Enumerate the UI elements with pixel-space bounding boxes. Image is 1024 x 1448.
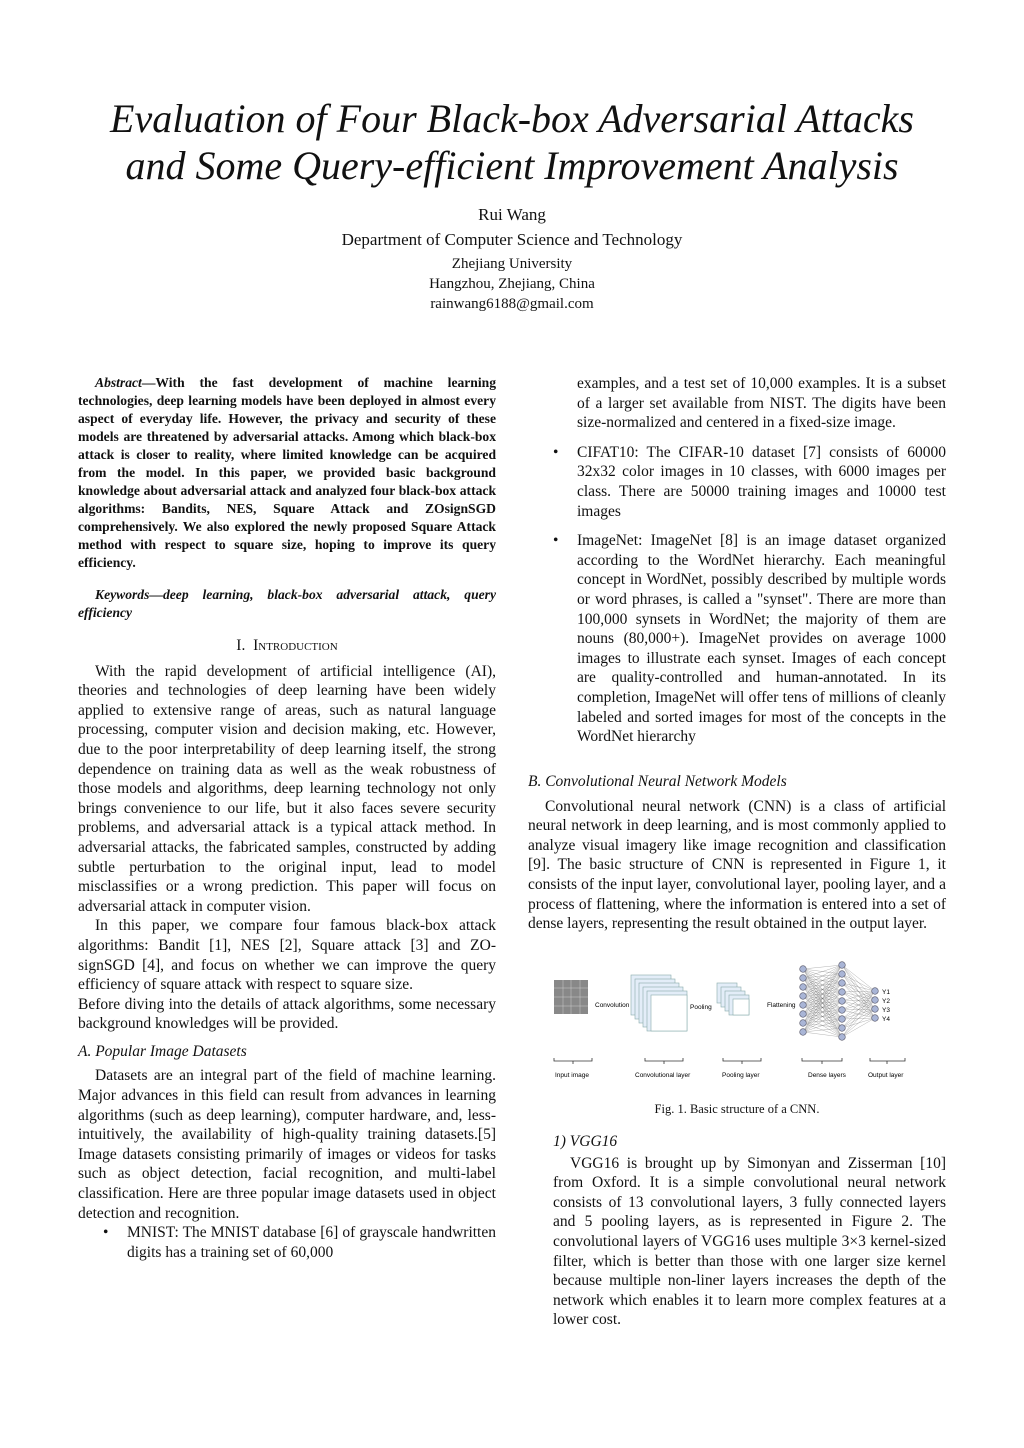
neuron-node: [872, 997, 879, 1004]
cnn-paragraph: Convolutional neural network (CNN) is a class of artificial neural network in deep learning, and is most commonly applied to analyze visual imagery like image recognition and classification [9]. The basic structure of CNN is represented in Figure 1, it consists of the input layer, convolutional layer, pooling layer, and a process of flattening, where the information is entered into a set of dense layers, representing the result obtained in the output layer.: [528, 797, 946, 933]
subsubsection-heading-vgg16: 1) VGG16: [553, 1133, 618, 1150]
neuron-node: [872, 1015, 879, 1022]
neuron-node: [800, 984, 807, 991]
conv-layer-stack: [631, 975, 687, 1031]
subsection-heading-cnn: B. Convolutional Neural Network Models: [528, 773, 787, 790]
bullet-imagenet: [553, 531, 946, 747]
neuron-node: [839, 1007, 846, 1014]
neuron-node: [839, 971, 846, 978]
title-line-1: Evaluation of Four Black-box Adversarial Attacks: [110, 96, 914, 141]
right-column-cnn: [528, 764, 946, 934]
neuron-node: [839, 998, 846, 1005]
abstract: [78, 374, 496, 572]
pool-layer-stack: [717, 983, 749, 1015]
neuron-node: [800, 966, 807, 973]
output-y1: Y1: [882, 989, 890, 996]
bullet-icon: •: [553, 443, 559, 461]
label-flattening: Flattening: [767, 1002, 796, 1009]
datasets-paragraph: Datasets are an integral part of the field of machine learning. Major advances in this field can result from advances in learning algorithms (such as deep learning), computer hardware, and, less-intuitively, the availability of high-quality training datasets.[5] Image datasets consisting primarily of images or videos for tasks such as object detection, facial recognition, and multi-label classification. Here are three popular image datasets used in object detection and recognition.: [78, 1067, 496, 1222]
label-convolution: Convolution: [595, 1002, 630, 1009]
section-title: Introduction: [253, 637, 338, 654]
neuron-node: [800, 993, 807, 1000]
title-line-2: and Some Query-efficient Improvement Analysis: [125, 143, 899, 188]
neuron-node: [800, 1020, 807, 1027]
label-convolutional-layer: Convolutional layer: [635, 1072, 691, 1079]
label-pooling-layer: Pooling layer: [722, 1072, 760, 1079]
neuron-node: [800, 1029, 807, 1036]
right-column-vgg: [553, 1132, 946, 1330]
output-y3: Y3: [882, 1007, 890, 1014]
keywords: [78, 586, 496, 622]
neuron-node: [872, 1006, 879, 1013]
bullet-cifar10: [553, 443, 946, 521]
neuron-node: [839, 1025, 846, 1032]
author-location: Hangzhou, Zhejiang, China: [429, 276, 595, 292]
bullet-text: CIFAT10: The CIFAR-10 dataset [7] consists of 60000 32x32 color images in 10 classes, with 6000 images per class. There are 50000 training images and 10000 test images: [577, 443, 946, 520]
author-name: Rui Wang: [478, 205, 546, 224]
subsection-heading-datasets: A. Popular Image Datasets: [78, 1042, 247, 1060]
keywords-label: Keywords: [95, 587, 150, 602]
neuron-node: [872, 988, 879, 995]
neuron-node: [800, 1011, 807, 1018]
neuron-node: [839, 962, 846, 969]
bullet-text: ImageNet: ImageNet [8] is an image dataset organized according to the WordNet hierarchy. Each meaningful concept in WordNet, possibly described by multiple words or word phrases, is called a "synset". There are more than 100,000 synsets in WordNet; the majority of them are nouns (80,000+). ImageNet provides on average 1000 images to illustrate each synset. Images of each concept are quality-controlled and human-annotated. In its completion, ImageNet will offer tens of millions of cleanly labeled and sorted images for most of the concepts in the WordNet hierarchy: [577, 532, 946, 746]
vgg16-paragraph: VGG16 is brought up by Simonyan and Zisserman [10] from Oxford. It is a simple convolutional neural network consists of 13 convolutional layers, 3 fully connected layers and 5 pooling layers, as is represented in Figure 2. The convolutional layers of VGG16 uses multiple 3×3 kernel-sized filter, which is better than those with one larger size kernel because multiple non-liner layers increases the depth of the network which enables it to learn more complex features at a lower cost.: [553, 1154, 946, 1329]
label-pooling: Pooling: [690, 1004, 712, 1011]
author-department: Department of Computer Science and Technology: [341, 230, 683, 249]
neuron-node: [839, 980, 846, 987]
intro-paragraph-1: With the rapid development of artificial intelligence (AI), theories and technologies of deep learning have been widely applied to extensive range of areas, such as natural language processing, computer vision and decision making, etc. However, due to the poor interpretability of deep learning itself, the strong dependence on training data as well as the weak robustness of those models and algorithms, deep learning technology not only brings convenience to our life, but it also faces severe security problems, and adversarial attack is a typical attack method. In adversarial attacks, the fabricated samples, constructed by adding subtle perturbation to the original input, lead to model misclassifies or a wrong prediction. This paper will focus on adversarial attack in computer vision.: [78, 662, 496, 915]
cnn-figure: [545, 955, 920, 1085]
bullet-mnist: [78, 1223, 496, 1262]
output-y4: Y4: [882, 1016, 890, 1023]
neuron-node: [839, 1016, 846, 1023]
abstract-label: Abstract: [95, 375, 142, 390]
section-heading-introduction: [78, 636, 496, 656]
neuron-node: [800, 1002, 807, 1009]
label-output-layer: Output layer: [868, 1072, 904, 1079]
intro-paragraph-3: Before diving into the details of attack algorithms, some necessary background knowledges will be provided.: [78, 995, 496, 1033]
paper-title: [0, 95, 1024, 189]
bullet-text: MNIST: The MNIST database [6] of grayscale handwritten digits has a training set of 60,000: [127, 1224, 496, 1261]
dense-network: [800, 962, 879, 1041]
author-university: Zhejiang University: [451, 256, 573, 272]
neuron-node: [800, 975, 807, 982]
neuron-node: [839, 989, 846, 996]
output-y2: Y2: [882, 998, 890, 1005]
bullet-icon: •: [553, 532, 559, 550]
author-email: rainwang6188@gmail.com: [430, 296, 594, 312]
section-number: I.: [236, 637, 246, 654]
intro-paragraph-2: In this paper, we compare four famous black-box attack algorithms: Bandit [1], NES [2], Square attack [3] and ZO-signSGD [4], and focus on whether we can improve the query efficiency of square attack with respect to square size.: [78, 917, 496, 994]
left-column: [78, 374, 496, 1262]
abstract-text: —With the fast development of machine learning technologies, deep learning models have been deployed in almost every aspect of everyday life. However, the privacy and security of these models are threatened by adversarial attacks. Among which black-box attack is closer to reality, where limited knowledge can be acquired from the model. In this paper, we provided basic background knowledge about adversarial attack and analyzed four black-box attack algorithms: Bandits, NES, Square Attack and ZOsignSGD comprehensively. We also explored the newly proposed Square Attack method with respect to square size, hoping to improve its query efficiency.: [78, 375, 496, 570]
label-dense-layers: Dense layers: [808, 1072, 846, 1079]
right-column-top: [553, 374, 946, 747]
neuron-node: [839, 1034, 846, 1041]
bullet-mnist-continued: examples, and a test set of 10,000 examples. It is a subset of a larger set available from NIST. The digits have been size-normalized and centered in a fixed-size image.: [577, 375, 946, 432]
figure-caption: Fig. 1. Basic structure of a CNN.: [654, 1102, 820, 1116]
bullet-icon: •: [103, 1224, 109, 1242]
keywords-text: —deep learning, black-box adversarial attack, query efficiency: [78, 587, 496, 620]
label-input-image: Input image: [555, 1072, 589, 1079]
